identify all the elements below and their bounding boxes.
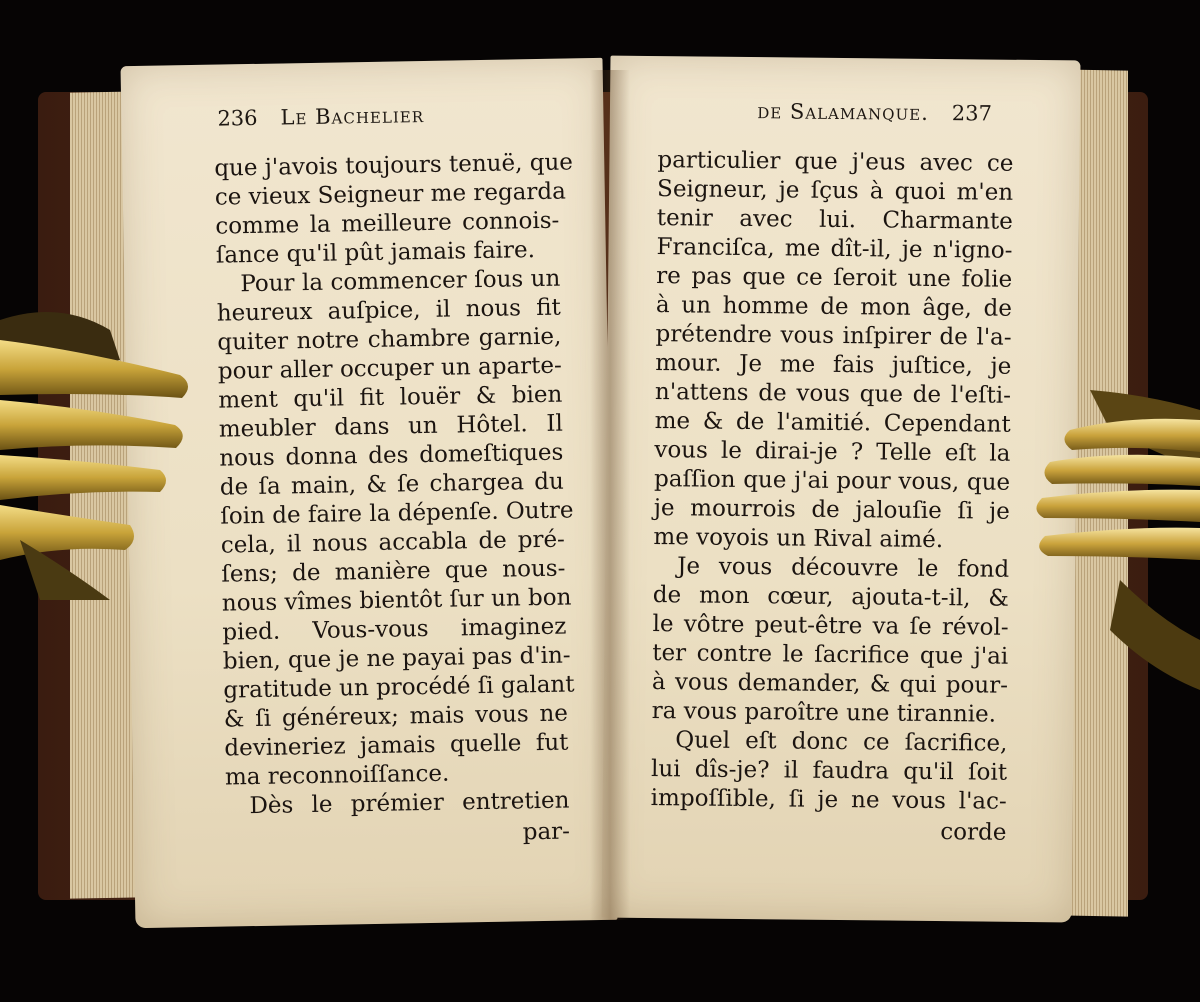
left-running-head: [217, 103, 424, 131]
left-page-text: [214, 149, 575, 853]
text-line: ra vous paroître une tirannie.: [651, 698, 997, 728]
right-page: [601, 56, 1080, 923]
left-page: [121, 58, 618, 928]
text-line: meubler dans un Hôtel. Il: [218, 410, 564, 443]
text-line: paſſion que j'ai pour vous, que: [653, 466, 1011, 496]
text-line: que j'avois toujours tenuë, que: [214, 149, 574, 182]
text-line: particulier que j'eus avec ce: [657, 147, 1014, 177]
text-line: n'attens de vous que de l'eſti-: [654, 379, 1012, 409]
text-line: quiter notre chambre garnie,: [217, 323, 562, 356]
text-line: à vous demander, & qui pour-: [651, 669, 1009, 699]
left-running-title: Le Bachelier: [280, 102, 425, 130]
text-line: heureux auſpice, il nous fit: [216, 294, 562, 327]
text-line: je mourrois de jalouſie ſi je: [653, 495, 1010, 525]
text-line: devineriez jamais quelle fut: [224, 729, 569, 762]
text-line: prétendre vous inſpirer de l'a-: [655, 321, 1012, 351]
text-line: à un homme de mon âge, de: [655, 292, 1013, 322]
text-line: Franciſca, me dît-il, je n'igno-: [656, 234, 1013, 264]
right-page-text: [650, 146, 1013, 848]
text-line: comme la meilleure connois-: [215, 207, 560, 240]
right-brass-hand-holder: [1030, 390, 1200, 690]
text-line: ma reconnoiſſance.: [224, 760, 450, 791]
text-line: nous donna des domeſtiques: [219, 439, 564, 472]
text-line: le vôtre peut-être va ſe révol-: [652, 611, 1009, 641]
catchword: corde: [940, 819, 1007, 846]
text-line: me voyois un Rival aimé.: [653, 524, 944, 554]
left-page-number: 236: [217, 105, 258, 131]
text-line: Quel eſt donc ce ſacrifice,: [675, 727, 1008, 757]
right-running-title: de Salamanque.: [757, 99, 929, 125]
text-line: gratitude un procédé ſi galant: [223, 671, 575, 704]
text-line: & ſi généreux; mais vous ne: [223, 700, 569, 733]
text-line: ſance qu'il pût jamais faire.: [215, 237, 536, 269]
right-page-number: 237: [951, 101, 993, 126]
text-line: ter contre le ſacrifice que j'ai: [652, 640, 1009, 670]
text-line: Pour la commencer ſous un: [240, 265, 561, 298]
text-line: re pas que ce ſeroit une folie: [656, 263, 1013, 293]
text-line: me & de l'amitié. Cependant: [654, 408, 1011, 438]
text-line: Dès le prémier entretien: [249, 787, 570, 820]
text-line: nous vîmes bientôt ſur un bon: [221, 584, 572, 617]
text-line: Je vous découvre le fond: [677, 553, 1010, 583]
text-line: de ſa main, & ſe chargea du: [219, 468, 565, 501]
book-gutter: [590, 70, 630, 920]
text-line: pied. Vous-vous imaginez: [222, 613, 567, 646]
text-line: ſoin de faire la dépenſe. Outre: [220, 497, 574, 530]
text-line: Seigneur, je ſçus à quoi m'en: [656, 176, 1014, 206]
text-line: cela, il nous accabla de pré-: [220, 526, 566, 559]
text-line: pour aller occuper un aparte-: [217, 352, 563, 385]
left-brass-hand-holder: [0, 300, 195, 600]
text-line: mour. Je me fais juſtice, je: [655, 350, 1012, 380]
catchword: par-: [522, 818, 571, 846]
text-line: bien, que je ne payai pas d'in-: [222, 642, 571, 675]
text-line: de mon cœur, ajouta-t-il, &: [652, 582, 1009, 612]
text-line: vous le dirai-je ? Telle eſt la: [654, 437, 1011, 467]
text-line: impoſſible, ſi je ne vous l'ac-: [650, 785, 1007, 815]
text-line: ment qu'il fit louër & bien: [218, 381, 563, 414]
right-running-head: [757, 99, 992, 125]
text-line: ce vieux Seigneur me regarda: [214, 178, 567, 211]
text-line: lui dîs-je? il faudra qu'il ſoit: [650, 756, 1008, 786]
text-line: tenir avec lui. Charmante: [656, 205, 1013, 235]
text-line: ſens; de manière que nous-: [221, 555, 566, 588]
